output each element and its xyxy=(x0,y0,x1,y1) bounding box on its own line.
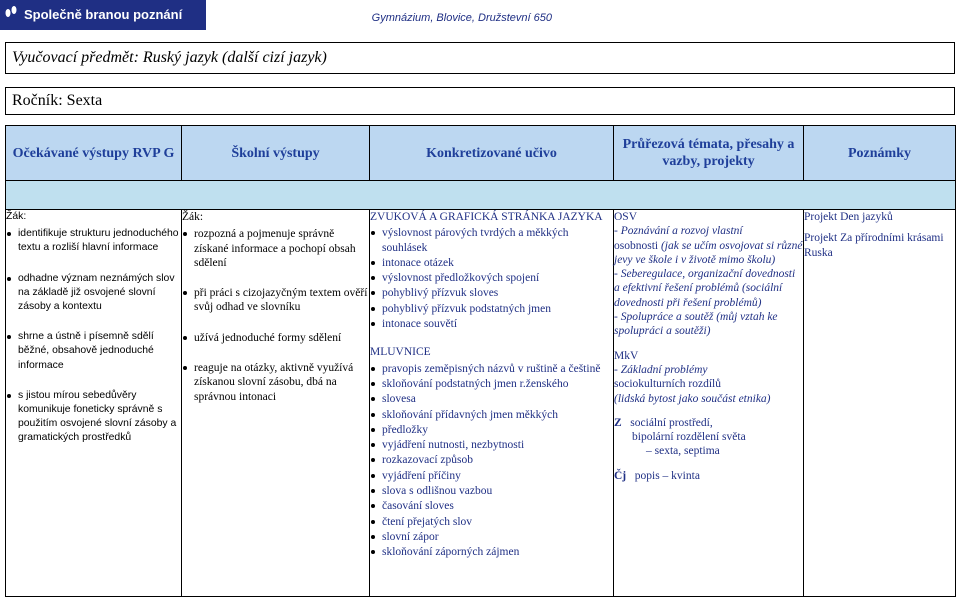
mkv-item: sociokulturních rozdílů xyxy=(614,378,721,391)
mkv-item: - Základní problémy xyxy=(614,363,708,376)
list-item: rozkazovací způsob xyxy=(370,453,613,467)
cj-item: Čj popis – kvinta xyxy=(614,469,700,482)
osv-title: OSV xyxy=(614,211,638,223)
school-outcomes-cell xyxy=(182,210,370,597)
z-item: – sexta, septima xyxy=(646,445,720,458)
list-item: při práci s cizojazyčným textem ověří svůj odhad ve slovníku xyxy=(182,286,369,315)
osv-item: osobnosti (jak se učím osvojovat si různé jevy ve škole i v životě mimo školu) xyxy=(614,239,803,266)
list-item: intonace otázek xyxy=(370,256,613,270)
brand-bar xyxy=(0,0,206,30)
list-item: slova s odlišnou vazbou xyxy=(370,484,613,498)
student-intro: Žák: xyxy=(182,211,204,223)
student-intro: Žák: xyxy=(6,211,27,222)
list-item: předložky xyxy=(370,423,613,437)
osv-item: - Poznávání a rozvoj vlastní xyxy=(614,225,743,238)
column-header: Poznámky xyxy=(804,126,956,181)
divider-band xyxy=(6,181,956,210)
list-item: skloňování přídavných jmen měkkých xyxy=(370,408,613,422)
list-item: časování sloves xyxy=(370,499,613,513)
osv-item: - Seberegulace, organizační dovednosti a efektivní řešení problémů (sociální dovednosti při řešení problémů) xyxy=(614,268,796,309)
list-item: shrne a ústně i písemně sdělí běžné, obsahově jednoduché informace xyxy=(6,330,181,373)
mkv-item: (lidská bytost jako součást etnika) xyxy=(614,392,771,405)
list-item: vyjádření nutnosti, nezbytnosti xyxy=(370,438,613,452)
section-heading: MLUVNICE xyxy=(370,346,431,359)
section-heading: ZVUKOVÁ A GRAFICKÁ STRÁNKA JAZYKA xyxy=(370,211,603,223)
curriculum-table xyxy=(5,125,956,597)
z-item: bipolární rozdělení světa xyxy=(632,431,746,444)
grade-line: Ročník: Sexta xyxy=(5,87,955,115)
footsteps-icon xyxy=(4,0,18,30)
list-item: užívá jednoduché formy sdělení xyxy=(182,331,369,345)
subject-line: Vyučovací předmět: Ruský jazyk (další cizí jazyk) xyxy=(5,42,955,74)
curriculum-content-cell xyxy=(370,210,614,597)
brand-name: Společně branou poznání xyxy=(24,7,183,22)
list-item: skloňování podstatných jmen r.ženského xyxy=(370,377,613,391)
notes-cell xyxy=(804,210,956,597)
list-item: slovní zápor xyxy=(370,530,613,544)
note-item: Projekt Den jazyků xyxy=(804,211,893,223)
column-header: Očekávané výstupy RVP G xyxy=(6,126,182,181)
list-item: s jistou mírou sebedůvěry komunikuje foneticky správně s použitím osvojené slovní zásoby a gramatických prostředků xyxy=(6,389,181,446)
list-item: reaguje na otázky, aktivně využívá získanou slovní zásobu, dbá na správnou intonaci xyxy=(182,361,369,404)
column-header: Průřezová témata, přesahy a vazby, projekty xyxy=(614,126,804,181)
school-name: Gymnázium, Blovice, Družstevní 650 xyxy=(371,12,552,24)
list-item: pohyblivý přízvuk podstatných jmen xyxy=(370,302,613,316)
list-item: skloňování záporných zájmen xyxy=(370,545,613,559)
list-item: čtení přejatých slov xyxy=(370,515,613,529)
list-item: pravopis zeměpisných názvů v ruštině a češtině xyxy=(370,362,613,376)
cross-topics-cell xyxy=(614,210,804,597)
list-item: intonace souvětí xyxy=(370,317,613,331)
table-row xyxy=(6,210,956,597)
list-item: výslovnost předložkových spojení xyxy=(370,271,613,285)
list-item: identifikuje strukturu jednoduchého textu a rozliší hlavní informace xyxy=(6,227,181,255)
expected-outcomes-cell xyxy=(6,210,182,597)
z-item: Z sociální prostředí, xyxy=(614,416,713,429)
list-item: pohyblivý přízvuk sloves xyxy=(370,286,613,300)
mkv-title: MkV xyxy=(614,349,639,362)
list-item: slovesa xyxy=(370,392,613,406)
list-item: výslovnost párových tvrdých a měkkých souhlásek xyxy=(370,226,613,255)
osv-item: - Spolupráce a soutěž (můj vztah ke spolupráci a soutěži) xyxy=(614,311,778,338)
column-header: Školní výstupy xyxy=(182,126,370,181)
list-item: vyjádření příčiny xyxy=(370,469,613,483)
list-item: rozpozná a pojmenuje správně získané informace a pochopí obsah sdělení xyxy=(182,227,369,270)
table-header-row xyxy=(6,126,956,181)
column-header: Konkretizované učivo xyxy=(370,126,614,181)
list-item: odhadne význam neznámých slov na základě již osvojené slovní zásoby a kontextu xyxy=(6,272,181,315)
note-item: Projekt Za přírodními krásami Ruska xyxy=(804,232,944,259)
